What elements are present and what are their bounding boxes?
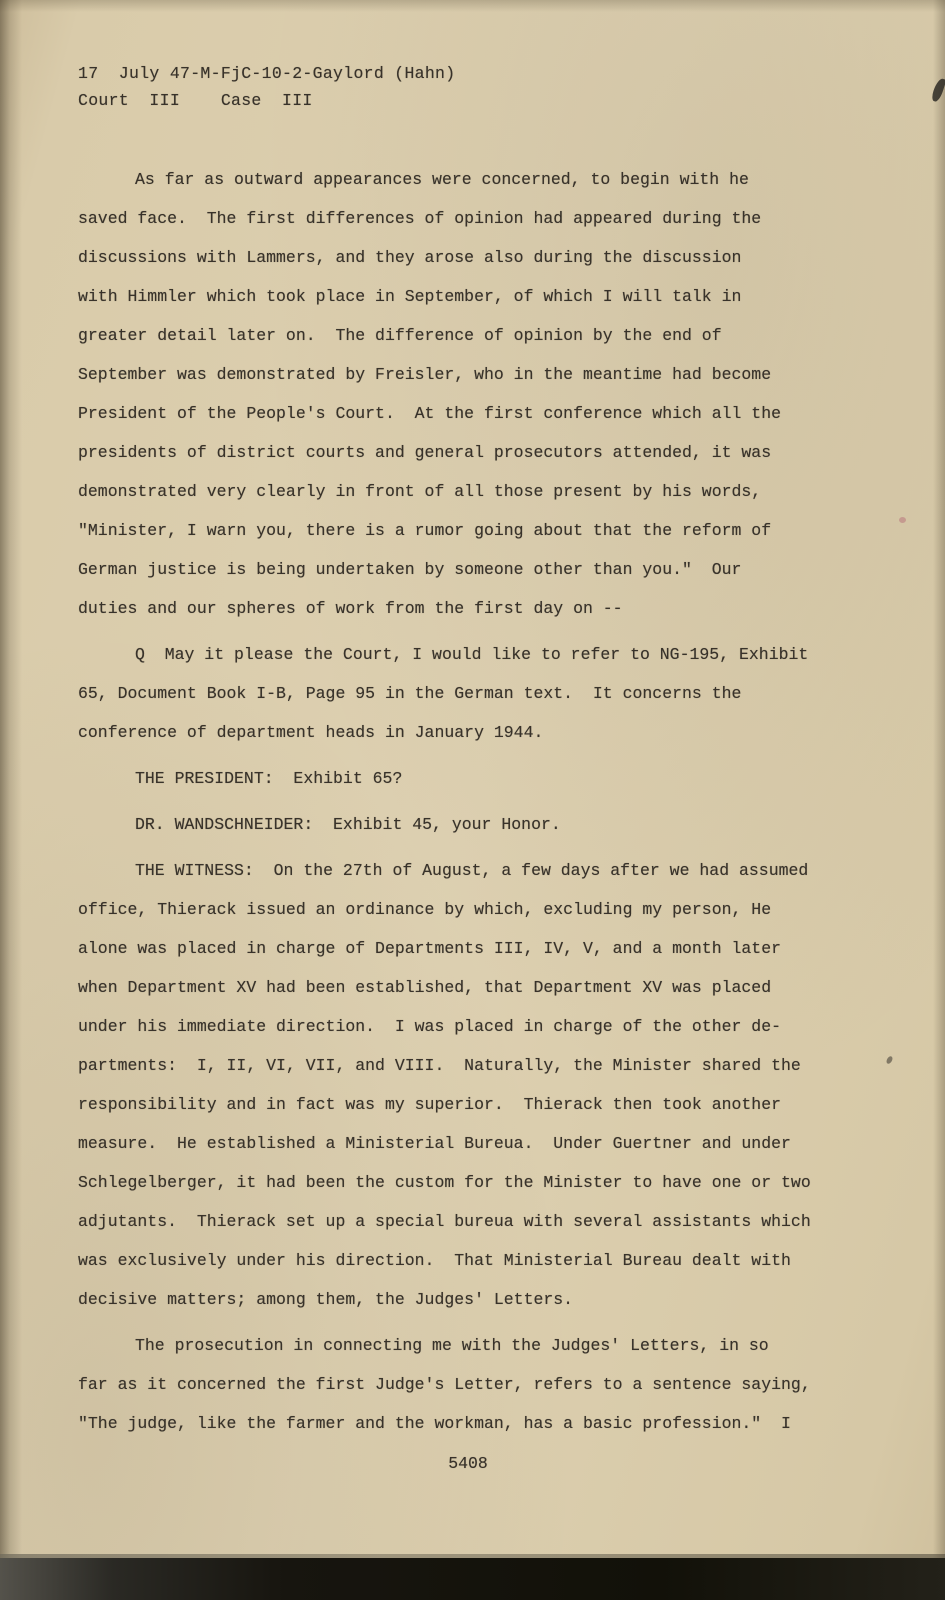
- transcript-line: "The judge, like the farmer and the workman, has a basic profession." I: [78, 1414, 791, 1433]
- transcript-line: adjutants. Thierack set up a special bureua with several assistants which: [78, 1212, 811, 1231]
- scan-edge-top: [0, 0, 945, 12]
- transcript-line: duties and our spheres of work from the first day on --: [78, 599, 623, 618]
- scan-bottom-bar: [0, 1558, 945, 1600]
- transcript-paragraph: [78, 759, 878, 798]
- transcript-line: September was demonstrated by Freisler, who in the meantime had become: [78, 365, 772, 384]
- transcript-line: 65, Document Book I-B, Page 95 in the German text. It concerns the: [78, 684, 742, 703]
- transcript-line: greater detail later on. The difference of opinion by the end of: [78, 326, 722, 345]
- header-line-1: 17 July 47-M-FjC-10-2-Gaylord (Hahn): [78, 64, 456, 83]
- transcript-line: saved face. The first differences of opinion had appeared during the: [78, 209, 762, 228]
- transcript-line: decisive matters; among them, the Judges' Letters.: [78, 1290, 574, 1309]
- transcript-line: far as it concerned the first Judge's Letter, refers to a sentence saying,: [78, 1375, 811, 1394]
- transcript-line: when Department XV had been established, that Department XV was placed: [78, 978, 772, 997]
- transcript-line: Schlegelberger, it had been the custom for the Minister to have one or two: [78, 1173, 811, 1192]
- transcript-line: "Minister, I warn you, there is a rumor going about that the reform of: [78, 521, 772, 540]
- transcript-body: [78, 160, 878, 1443]
- transcript-paragraph: [78, 851, 878, 1319]
- transcript-line: responsibility and in fact was my superior. Thierack then took another: [78, 1095, 782, 1114]
- transcript-line: alone was placed in charge of Departments III, IV, V, and a month later: [78, 939, 782, 958]
- scan-edge-right: [933, 0, 945, 1600]
- transcript-paragraph: [78, 160, 878, 628]
- transcript-line: discussions with Lammers, and they arose also during the discussion: [78, 248, 742, 267]
- transcript-line: partments: I, II, VI, VII, and VIII. Naturally, the Minister shared the: [78, 1056, 801, 1075]
- page-content: [78, 60, 878, 1477]
- scan-artifact-hook: [931, 77, 945, 103]
- transcript-line: German justice is being undertaken by someone other than you." Our: [78, 560, 742, 579]
- transcript-paragraph: [78, 805, 878, 844]
- transcript-line: demonstrated very clearly in front of all those present by his words,: [78, 482, 762, 501]
- transcript-line: Q May it please the Court, I would like to refer to NG-195, Exhibit: [135, 645, 809, 664]
- page-header: [78, 60, 878, 114]
- scan-edge-left: [0, 0, 22, 1600]
- transcript-line: The prosecution in connecting me with the Judges' Letters, in so: [135, 1336, 769, 1355]
- transcript-line: THE PRESIDENT: Exhibit 65?: [135, 769, 403, 788]
- transcript-line: with Himmler which took place in September, of which I will talk in: [78, 287, 742, 306]
- scan-artifact-speck-dark: [885, 1055, 893, 1064]
- transcript-line: presidents of district courts and general prosecutors attended, it was: [78, 443, 772, 462]
- header-line-2: Court III Case III: [78, 91, 313, 110]
- transcript-line: was exclusively under his direction. That Ministerial Bureau dealt with: [78, 1251, 791, 1270]
- transcript-line: under his immediate direction. I was placed in charge of the other de-: [78, 1017, 782, 1036]
- transcript-line: office, Thierack issued an ordinance by which, excluding my person, He: [78, 900, 772, 919]
- transcript-paragraph: [78, 1326, 878, 1443]
- transcript-line: THE WITNESS: On the 27th of August, a few days after we had assumed: [135, 861, 809, 880]
- transcript-paragraph: [78, 635, 878, 752]
- scan-artifact-speck-pink: [899, 517, 906, 523]
- transcript-line: As far as outward appearances were concerned, to begin with he: [135, 170, 749, 189]
- transcript-line: DR. WANDSCHNEIDER: Exhibit 45, your Honor.: [135, 815, 561, 834]
- transcript-line: conference of department heads in January 1944.: [78, 723, 544, 742]
- page-number: 5408: [448, 1454, 488, 1473]
- transcript-line: measure. He established a Ministerial Bureua. Under Guertner and under: [78, 1134, 791, 1153]
- transcript-line: President of the People's Court. At the first conference which all the: [78, 404, 782, 423]
